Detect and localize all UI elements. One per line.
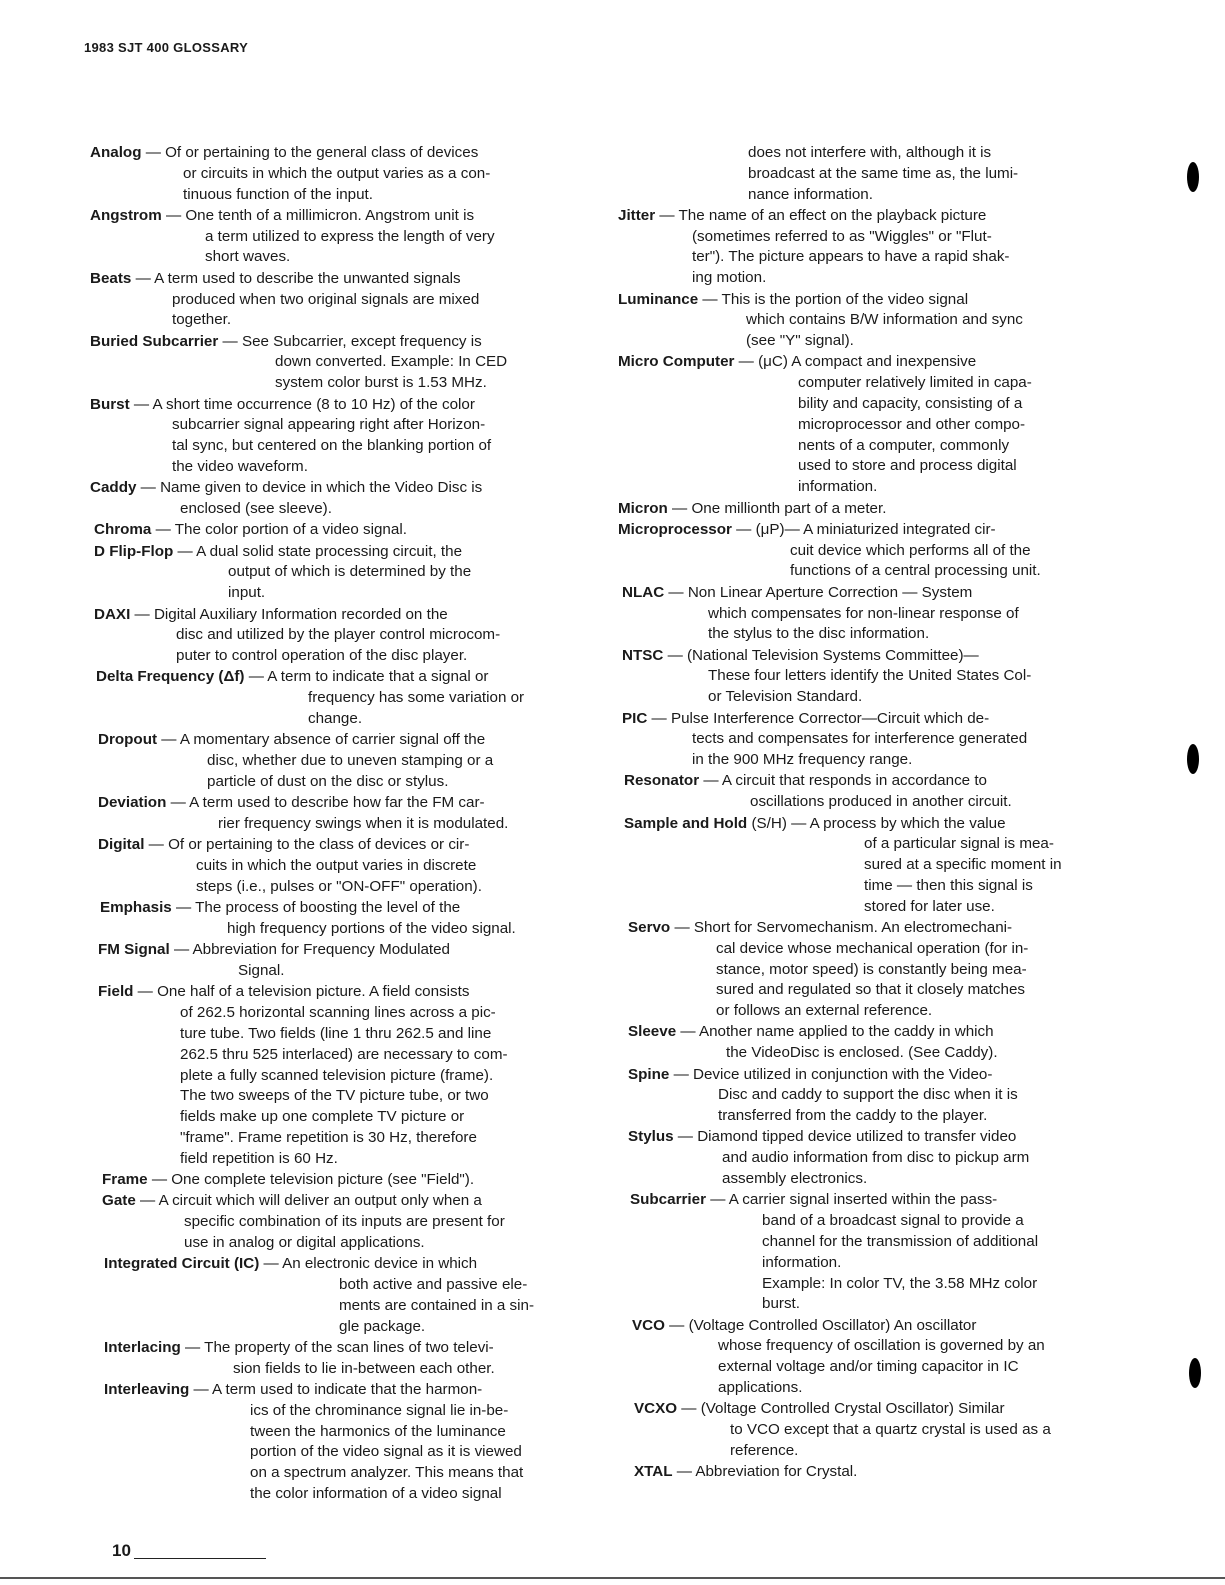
term-dash: — (166, 794, 190, 812)
term-qualifier: (S/H) (747, 814, 787, 832)
definition-line: The property of the scan lines of two televi- (204, 1338, 494, 1356)
page-number: 10 (112, 1541, 131, 1560)
glossary-entry (104, 1380, 590, 1505)
glossary-entry (630, 1190, 1106, 1315)
definition-line: A circuit which will deliver an output only when a (158, 1192, 482, 1210)
term-dash: — (171, 899, 196, 917)
definition-line: disc, whether due to uneven stamping or a (207, 752, 494, 770)
definition-line: This is the portion of the video signal (721, 290, 969, 308)
glossary-term: Interleaving (104, 1381, 190, 1399)
glossary-term: DAXI (94, 605, 131, 623)
glossary-term: NTSC (622, 646, 664, 664)
term-dash: — (180, 1338, 205, 1356)
term-dash: — (699, 772, 722, 790)
glossary-term: Sample and Hold (624, 814, 748, 832)
definition-line: Pulse Interference Corrector—Circuit which de- (670, 709, 990, 727)
glossary-term: Delta Frequency (Δf) (96, 668, 245, 686)
definition-line: A process by which the value (809, 814, 1006, 832)
glossary-entry (618, 206, 1106, 289)
definition-line: a term utilized to express the length of very (205, 227, 495, 245)
definition-line: computer relatively limited in capa- (798, 374, 1032, 392)
term-dash: — (259, 1255, 283, 1273)
glossary-term: NLAC (622, 583, 665, 601)
page-header: 1983 SJT 400 GLOSSARY (84, 40, 249, 55)
definition-line: (Voltage Controlled Oscillator) An oscillator (688, 1316, 977, 1334)
glossary-term: Jitter (618, 206, 656, 224)
glossary-term: Angstrom (90, 206, 162, 224)
definition-line: the stylus to the disc information. (708, 625, 930, 643)
definition-line: microprocessor and other compo- (798, 415, 1026, 433)
glossary-term: Integrated Circuit (IC) (104, 1255, 260, 1273)
definition-line: of 262.5 horizontal scanning lines across a pic- (180, 1004, 496, 1022)
definition-line: time — then this signal is (864, 876, 1033, 894)
term-dash: — (136, 479, 161, 497)
definition-line: channel for the transmission of additional (762, 1232, 1039, 1250)
glossary-entry (90, 269, 590, 331)
term-dash: — (169, 941, 193, 959)
definition-line: A term used to describe how far the FM car- (189, 794, 485, 812)
definition-line: Short for Servomechanism. An electromechani- (693, 918, 1013, 936)
glossary-entry (98, 730, 590, 792)
glossary-entry (100, 898, 590, 940)
definition-line: field repetition is 60 Hz. (180, 1149, 338, 1167)
definition-line: The two sweeps of the TV picture tube, or two (180, 1087, 489, 1105)
term-dash: — (663, 646, 687, 664)
term-dash: — (129, 395, 153, 413)
definition-line: An electronic device in which (282, 1255, 478, 1273)
definition-line: sured and regulated so that it closely matches (716, 981, 1025, 999)
definition-line: cuits in which the output varies in discrete (196, 857, 477, 875)
term-dash: — (135, 1192, 159, 1210)
glossary-term: Emphasis (100, 899, 172, 917)
term-dash: — (144, 836, 169, 854)
glossary-entry (624, 771, 1106, 813)
glossary-term: Micron (618, 499, 668, 517)
glossary-term: Subcarrier (630, 1191, 706, 1209)
definition-line: Abbreviation for Frequency Modulated (192, 941, 451, 959)
definition-line: used to store and process digital (798, 457, 1017, 475)
definition-line: tects and compensates for interference generated (692, 730, 1028, 748)
term-dash: — (676, 1023, 699, 1041)
definition-line: A term used to indicate that the harmon- (212, 1381, 483, 1399)
definition-line: A term to indicate that a signal or (267, 668, 489, 686)
definition-line: stored for later use. (864, 897, 995, 915)
term-dash: — (131, 269, 155, 287)
definition-line: tinuous function of the input. (183, 185, 373, 203)
definition-line: One millionth part of a meter. (691, 499, 887, 517)
definition-line: in the 900 MHz frequency range. (692, 751, 913, 769)
definition-line: One complete television picture (see "Field"). (171, 1171, 475, 1189)
glossary-entry (94, 520, 590, 541)
definition-line: (National Television Systems Committee)— (686, 646, 979, 664)
definition-line: ments are contained in a sin- (339, 1296, 535, 1314)
glossary-left-column (90, 143, 590, 1505)
glossary-term: Deviation (98, 794, 167, 812)
definition-line: does not interfere with, although it is (748, 144, 992, 161)
definition-line: together. (172, 311, 232, 329)
glossary-entry (618, 143, 1106, 205)
definition-line: down converted. Example: In CED (275, 353, 508, 371)
term-dash: — (664, 1316, 689, 1334)
definition-line: Digital Auxiliary Information recorded on the (153, 605, 448, 623)
definition-line: ing motion. (692, 269, 767, 287)
definition-line: cal device whose mechanical operation (for in- (716, 939, 1029, 957)
definition-line: One half of a television picture. A field consists (157, 983, 470, 1001)
definition-line: functions of a central processing unit. (790, 562, 1041, 580)
glossary-term: PIC (622, 709, 648, 727)
definition-line: of a particular signal is mea- (864, 835, 1054, 853)
glossary-term: Frame (102, 1171, 148, 1189)
definition-line: oscillations produced in another circuit. (750, 793, 1012, 811)
definition-line: The process of boosting the level of the (195, 899, 461, 917)
definition-line: Example: In color TV, the 3.58 MHz color (762, 1274, 1038, 1292)
glossary-entry (90, 206, 590, 268)
definition-line: or circuits in which the output varies as a con- (183, 164, 491, 182)
definition-line: on a spectrum analyzer. This means that (250, 1464, 524, 1482)
definition-line: both active and passive ele- (339, 1276, 528, 1294)
glossary-entry (634, 1462, 1106, 1483)
definition-line: Name given to device in which the Video Disc is (160, 479, 483, 497)
definition-line: broadcast at the same time as, the lumi- (748, 164, 1019, 182)
definition-line: (Voltage Controlled Crystal Oscillator) Similar (700, 1400, 1005, 1418)
glossary-entry (618, 520, 1106, 582)
definition-line: stance, motor speed) is constantly being mea- (716, 960, 1027, 978)
glossary-entry (90, 143, 590, 205)
definition-line: tal sync, but centered on the blanking portion of (172, 437, 492, 455)
glossary-entry (104, 1338, 590, 1380)
glossary-term: Gate (102, 1192, 136, 1210)
definition-line: A short time occurrence (8 to 10 Hz) of the color (152, 395, 475, 413)
definition-line: steps (i.e., pulses or "ON-OFF" operation). (196, 877, 482, 895)
glossary-term: Interlacing (104, 1338, 181, 1356)
definition-line: output of which is determined by the (228, 563, 472, 581)
glossary-entry (618, 290, 1106, 352)
glossary-entry (628, 918, 1106, 1022)
definition-line: bility and capacity, consisting of a (798, 395, 1023, 413)
glossary-term: Caddy (90, 479, 137, 497)
glossary-term: Chroma (94, 521, 152, 539)
term-dash: — (667, 499, 692, 517)
definition-line: which contains B/W information and sync (746, 311, 1023, 329)
definition-line: produced when two original signals are mixed (172, 290, 480, 308)
definition-line: "frame". Frame repetition is 30 Hz, therefore (180, 1128, 477, 1146)
definition-line: One tenth of a millimicron. Angstrom unit is (185, 206, 475, 224)
term-dash: — (677, 1400, 701, 1418)
term-dash: — (698, 290, 722, 308)
definition-line: particle of dust on the disc or stylus. (207, 772, 449, 790)
definition-line: short waves. (205, 248, 291, 266)
definition-line: A carrier signal inserted within the pass- (728, 1191, 998, 1209)
glossary-term: Field (98, 983, 134, 1001)
term-dash: — (130, 605, 154, 623)
definition-line: The color portion of a video signal. (174, 521, 407, 539)
binder-hole-top (1187, 162, 1199, 192)
glossary-entry (628, 1065, 1106, 1127)
definition-line: Device utilized in conjunction with the Video- (693, 1065, 993, 1083)
glossary-term: Microprocessor (618, 520, 732, 538)
definition-line: Of or pertaining to the general class of devices (165, 144, 479, 161)
term-dash: — (731, 520, 756, 538)
glossary-term: Servo (628, 918, 671, 936)
definition-line: puter to control operation of the disc player. (176, 647, 468, 665)
glossary-entry (94, 605, 590, 667)
definition-line: cuit device which performs all of the (790, 541, 1031, 559)
glossary-term: Buried Subcarrier (90, 332, 219, 350)
definition-line: (sometimes referred to as "Wiggles" or "Flut- (692, 227, 992, 245)
term-dash: — (664, 583, 688, 601)
glossary-entry (622, 709, 1106, 771)
definition-line: sion fields to lie in-between each other. (233, 1359, 495, 1377)
definition-line: ics of the chrominance signal lie in-be- (250, 1401, 509, 1419)
glossary-term: Burst (90, 395, 130, 413)
definition-line: Non Linear Aperture Correction — System (687, 583, 973, 601)
definition-line: (see "Y" signal). (746, 332, 854, 350)
definition-line: which compensates for non-linear response of (708, 604, 1019, 622)
glossary-term: Stylus (628, 1128, 674, 1146)
glossary-term: Micro Computer (618, 353, 735, 371)
definition-line: to VCO except that a quartz crystal is used as a (730, 1421, 1051, 1439)
definition-line: the color information of a video signal (250, 1485, 502, 1502)
term-dash: — (734, 353, 759, 371)
definition-line: band of a broadcast signal to provide a (762, 1212, 1024, 1230)
page-bottom-edge (0, 1577, 1225, 1579)
definition-line: frequency has some variation or (308, 689, 525, 707)
definition-line: Disc and caddy to support the disc when it is (718, 1086, 1018, 1104)
term-dash: — (189, 1381, 213, 1399)
definition-line: reference. (730, 1441, 799, 1459)
definition-line: assembly electronics. (722, 1170, 868, 1188)
glossary-term: Digital (98, 836, 145, 854)
glossary-entry (622, 583, 1106, 645)
definition-line: system color burst is 1.53 MHz. (275, 374, 487, 392)
term-dash: — (151, 521, 175, 539)
definition-line: A term used to describe the unwanted signals (154, 269, 461, 287)
definition-line: The name of an effect on the playback picture (678, 206, 987, 224)
definition-line: gle package. (339, 1317, 426, 1335)
glossary-entry (94, 542, 590, 604)
glossary-entry (632, 1316, 1106, 1399)
glossary-term: VCXO (634, 1400, 678, 1418)
definition-line: Signal. (238, 962, 285, 980)
term-dash: — (218, 332, 242, 350)
definition-line: sured at a specific moment in (864, 856, 1062, 874)
glossary-term: Resonator (624, 772, 700, 790)
definition-line: applications. (718, 1379, 803, 1397)
definition-line: burst. (762, 1295, 800, 1313)
glossary-term: D Flip-Flop (94, 542, 174, 560)
definition-line: subcarrier signal appearing right after Horizon- (172, 416, 486, 434)
term-dash: — (147, 1171, 172, 1189)
glossary-term: Beats (90, 269, 132, 287)
term-dash: — (670, 918, 694, 936)
definition-line: ter"). The picture appears to have a rapid shak- (692, 248, 1010, 266)
definition-line: the video waveform. (172, 457, 308, 475)
definition-line: input. (228, 584, 266, 602)
term-dash: — (669, 1065, 693, 1083)
definition-line: information. (798, 478, 878, 496)
glossary-entry (90, 395, 590, 478)
glossary-term: VCO (632, 1316, 665, 1334)
definition-line: or follows an external reference. (716, 1002, 933, 1020)
term-dash: — (161, 206, 186, 224)
glossary-entry (96, 667, 590, 729)
glossary-entry (90, 478, 590, 520)
glossary-entry (98, 982, 590, 1169)
definition-line: portion of the video signal as it is viewed (250, 1443, 522, 1461)
definition-line: transferred from the caddy to the player. (718, 1107, 988, 1125)
definition-line: ture tube. Two fields (line 1 thru 262.5 and line (180, 1024, 492, 1042)
glossary-entry (90, 332, 590, 394)
definition-line: use in analog or digital applications. (184, 1233, 425, 1251)
term-dash: — (673, 1128, 698, 1146)
definition-line: change. (308, 710, 363, 728)
definition-line: plete a fully scanned television picture (frame). (180, 1066, 494, 1084)
definition-line: Another name applied to the caddy in which (698, 1023, 994, 1041)
definition-line: disc and utilized by the player control microcom- (176, 626, 501, 644)
term-dash: — (786, 814, 810, 832)
definition-line: or Television Standard. (708, 688, 863, 706)
term-dash: — (173, 542, 197, 560)
term-dash: — (655, 206, 679, 224)
definition-line: See Subcarrier, except frequency is (241, 332, 482, 350)
definition-line: These four letters identify the United States Col- (708, 667, 1032, 685)
term-dash: — (705, 1191, 729, 1209)
definition-line: information. (762, 1253, 842, 1271)
definition-line: A momentary absence of carrier signal off the (179, 731, 486, 749)
glossary-term: FM Signal (98, 941, 170, 959)
glossary-entry (98, 793, 590, 835)
term-dash: — (141, 144, 166, 161)
binder-hole-middle (1187, 744, 1199, 774)
definition-line: whose frequency of oscillation is governed by an (718, 1337, 1045, 1355)
definition-line: Diamond tipped device utilized to transfer video (697, 1128, 1017, 1146)
definition-line: tween the harmonics of the luminance (250, 1422, 506, 1440)
glossary-term: Spine (628, 1065, 670, 1083)
glossary-entry (618, 352, 1106, 498)
glossary-entry (98, 835, 590, 897)
glossary-entry (624, 814, 1106, 918)
definition-line: nents of a computer, commonly (798, 436, 1010, 454)
definition-line: the VideoDisc is enclosed. (See Caddy). (726, 1044, 998, 1062)
glossary-term: XTAL (634, 1463, 673, 1481)
term-dash: — (133, 983, 158, 1001)
definition-line: Abbreviation for Crystal. (695, 1463, 858, 1481)
definition-line: (μP)— A miniaturized integrated cir- (755, 520, 996, 538)
glossary-entry (102, 1191, 590, 1253)
definition-line: high frequency portions of the video signal. (227, 919, 516, 937)
glossary-entry (634, 1399, 1106, 1461)
glossary-term: Luminance (618, 290, 699, 308)
glossary-entry (618, 499, 1106, 520)
glossary-entry (104, 1254, 590, 1337)
definition-line: external voltage and/or timing capacitor in IC (718, 1358, 1019, 1376)
definition-line: specific combination of its inputs are present for (184, 1213, 505, 1231)
definition-line: A dual solid state processing circuit, the (196, 542, 463, 560)
glossary-right-column (618, 143, 1106, 1484)
glossary-entry (102, 1170, 590, 1191)
definition-line: and audio information from disc to pickup arm (722, 1149, 1030, 1167)
binder-hole-bottom (1189, 1358, 1201, 1388)
glossary-term: Sleeve (628, 1023, 677, 1041)
term-dash: — (157, 731, 180, 749)
definition-line: A circuit that responds in accordance to (721, 772, 987, 790)
definition-line: nance information. (748, 185, 873, 203)
definition-line: fields make up one complete TV picture or (180, 1108, 465, 1126)
definition-line: Of or pertaining to the class of devices or cir- (168, 836, 470, 854)
glossary-term: Dropout (98, 731, 158, 749)
definition-line: (μC) A compact and inexpensive (758, 353, 977, 371)
definition-line: 262.5 thru 525 interlaced) are necessary to com- (180, 1045, 508, 1063)
glossary-term: Analog (90, 144, 142, 161)
footer-rule (134, 1558, 266, 1559)
definition-line: rier frequency swings when it is modulated. (218, 815, 509, 832)
term-dash: — (647, 709, 671, 727)
glossary-entry (628, 1022, 1106, 1064)
glossary-entry (628, 1127, 1106, 1189)
definition-line: enclosed (see sleeve). (180, 500, 332, 518)
term-dash: — (244, 668, 268, 686)
glossary-entry (98, 940, 590, 982)
term-dash: — (672, 1463, 696, 1481)
glossary-entry (622, 646, 1106, 708)
